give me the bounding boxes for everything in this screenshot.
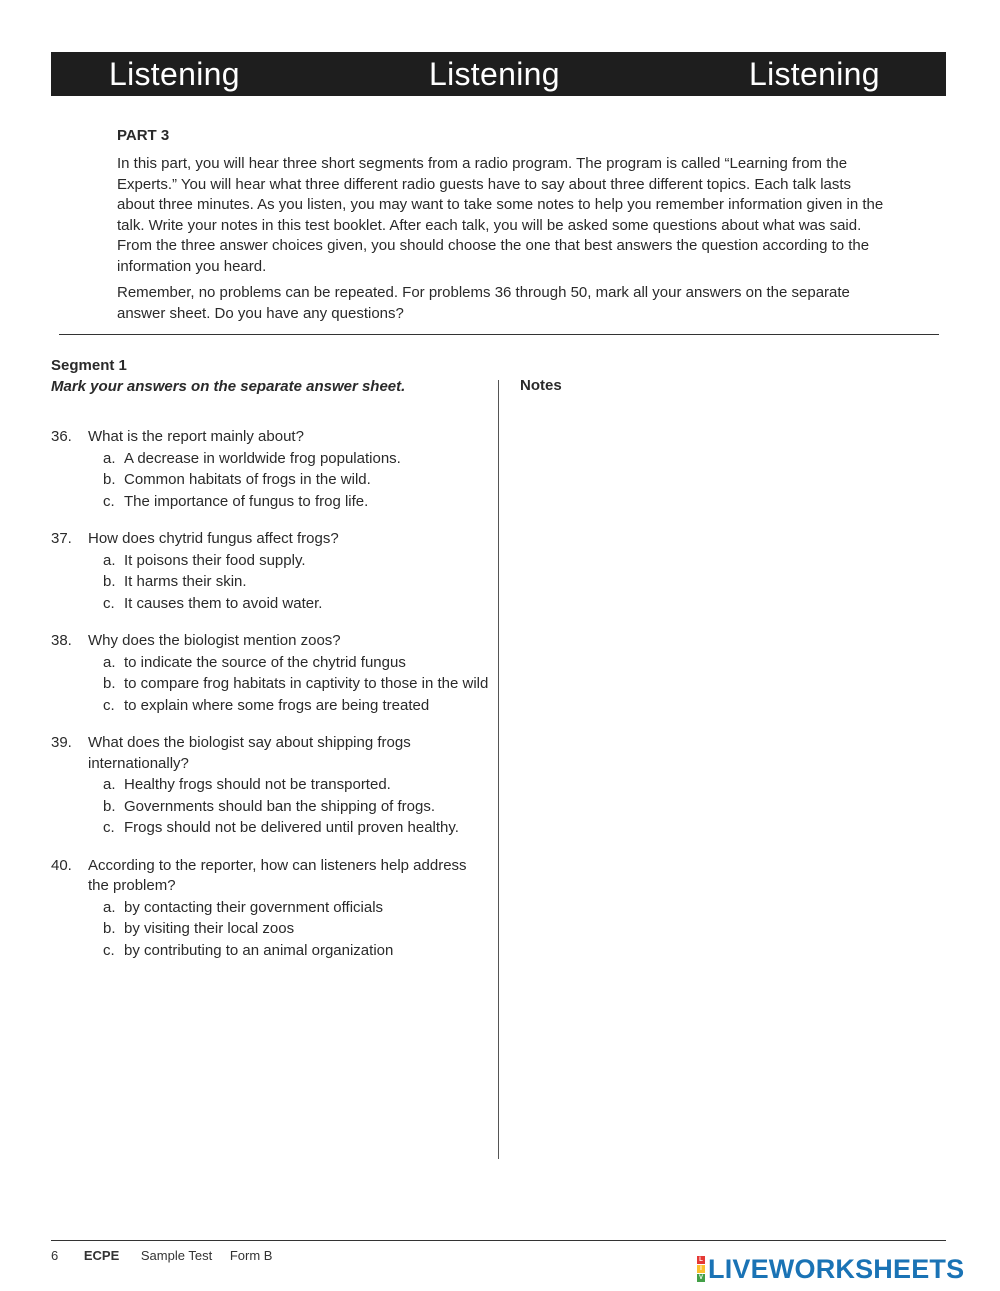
part-title: PART 3 bbox=[117, 127, 170, 144]
option-letter: a. bbox=[103, 449, 116, 467]
banner-label-3: Listening bbox=[749, 56, 880, 92]
option-text: It poisons their food supply. bbox=[124, 551, 306, 569]
intro-block bbox=[117, 127, 887, 330]
answer-option bbox=[51, 652, 491, 674]
logo-square: I bbox=[697, 1265, 705, 1273]
question-text: What is the report mainly about? bbox=[88, 428, 304, 445]
answer-option bbox=[51, 897, 491, 919]
question-number: 37. bbox=[51, 530, 72, 547]
question-number: 36. bbox=[51, 428, 72, 445]
question-text: How does chytrid fungus affect frogs? bbox=[88, 530, 339, 547]
option-text: to compare frog habitats in captivity to those in the wild bbox=[124, 675, 489, 692]
page-number: 6 bbox=[51, 1248, 59, 1263]
footer-brand: ECPE bbox=[83, 1248, 120, 1263]
option-text: by contributing to an animal organization bbox=[124, 941, 394, 959]
option-letter: c. bbox=[103, 941, 115, 959]
answer-option bbox=[51, 673, 491, 695]
answer-option bbox=[51, 695, 491, 717]
answer-option bbox=[51, 593, 491, 615]
question-item bbox=[51, 427, 491, 512]
question-row bbox=[51, 427, 491, 448]
option-letter: a. bbox=[103, 898, 116, 916]
option-text: Common habitats of frogs in the wild. bbox=[124, 471, 371, 488]
footer-label-form: Form B bbox=[229, 1248, 273, 1263]
answer-option bbox=[51, 571, 491, 593]
option-text: to explain where some frogs are being treated bbox=[124, 696, 430, 714]
logo-square: L bbox=[697, 1256, 705, 1264]
questions-column bbox=[51, 356, 491, 978]
intro-paragraph-1: In this part, you will hear three short segments from a radio program. The program is called “Learning from the Experts.” You will hear what three different radio guests have to say about three different topics. Each talk lasts about three minutes. As you listen, you may want to take some notes to help you remember information given in the talk. Write your notes in this test booklet. After each talk, you will be asked some questions about what was said. From the three answer choices given, you should choose the one that best answers the question according to the information you heard. bbox=[117, 155, 884, 275]
question-row bbox=[51, 529, 491, 550]
logo-square: V bbox=[698, 1275, 703, 1281]
question-number: 39. bbox=[51, 734, 72, 751]
footer-divider bbox=[51, 1240, 946, 1241]
question-item bbox=[51, 631, 491, 716]
answer-option bbox=[51, 918, 491, 940]
answer-option bbox=[51, 774, 491, 796]
option-letter: c. bbox=[103, 819, 115, 836]
option-text: It harms their skin. bbox=[124, 573, 247, 590]
answer-option bbox=[51, 469, 491, 491]
liveworksheets-logo bbox=[697, 1255, 964, 1283]
question-text: According to the reporter, how can listeners help address the problem? bbox=[88, 856, 467, 894]
question-number: 40. bbox=[51, 856, 72, 874]
option-text: The importance of fungus to frog life. bbox=[124, 492, 369, 510]
question-list bbox=[51, 427, 491, 961]
logo-squares-icon bbox=[697, 1256, 705, 1282]
notes-label: Notes bbox=[520, 377, 562, 394]
question-number: 38. bbox=[51, 632, 72, 649]
question-row bbox=[51, 856, 491, 897]
option-letter: b. bbox=[103, 675, 116, 692]
option-text: by visiting their local zoos bbox=[124, 920, 295, 937]
footer bbox=[51, 1248, 272, 1263]
option-text: Frogs should not be delivered until proven healthy. bbox=[124, 819, 459, 836]
answer-option bbox=[51, 491, 491, 513]
answer-option bbox=[51, 796, 491, 818]
option-letter: a. bbox=[103, 653, 116, 671]
answer-option bbox=[51, 550, 491, 572]
option-letter: c. bbox=[103, 696, 115, 714]
question-item bbox=[51, 733, 491, 839]
option-text: Governments should ban the shipping of frogs. bbox=[124, 797, 436, 815]
option-text: Healthy frogs should not be transported. bbox=[124, 776, 391, 793]
intro-paragraph-2: Remember, no problems can be repeated. For problems 36 through 50, mark all your answers on the separate answer sheet. Do you have any questions? bbox=[117, 284, 850, 322]
option-text: by contacting their government officials bbox=[124, 898, 384, 916]
answer-option bbox=[51, 448, 491, 470]
banner-label-1: Listening bbox=[109, 56, 240, 92]
section-banner bbox=[51, 52, 946, 96]
option-text: It causes them to avoid water. bbox=[124, 594, 323, 612]
logo-text: LIVEWORKSHEETS bbox=[708, 1253, 965, 1284]
option-letter: b. bbox=[103, 471, 116, 488]
question-item bbox=[51, 529, 491, 614]
option-letter: b. bbox=[103, 920, 116, 937]
option-letter: c. bbox=[103, 594, 115, 612]
question-item bbox=[51, 856, 491, 962]
option-letter: a. bbox=[103, 551, 116, 569]
segment-title: Segment 1 bbox=[51, 357, 127, 374]
footer-label-test: Sample Test bbox=[140, 1248, 213, 1263]
answer-option bbox=[51, 940, 491, 962]
answer-option bbox=[51, 817, 491, 839]
segment-instruction: Mark your answers on the separate answer sheet. bbox=[51, 378, 406, 395]
question-row bbox=[51, 733, 491, 774]
option-text: to indicate the source of the chytrid fungus bbox=[124, 653, 406, 671]
option-letter: a. bbox=[103, 776, 116, 793]
option-letter: b. bbox=[103, 573, 116, 590]
banner-label-2: Listening bbox=[429, 56, 560, 92]
option-letter: c. bbox=[103, 492, 115, 510]
column-divider bbox=[498, 380, 499, 1159]
horizontal-divider bbox=[59, 334, 939, 335]
question-text: What does the biologist say about shipping frogs internationally? bbox=[88, 734, 411, 772]
option-text: A decrease in worldwide frog populations. bbox=[124, 449, 401, 467]
option-letter: b. bbox=[103, 797, 116, 815]
question-row bbox=[51, 631, 491, 652]
question-text: Why does the biologist mention zoos? bbox=[88, 632, 341, 649]
